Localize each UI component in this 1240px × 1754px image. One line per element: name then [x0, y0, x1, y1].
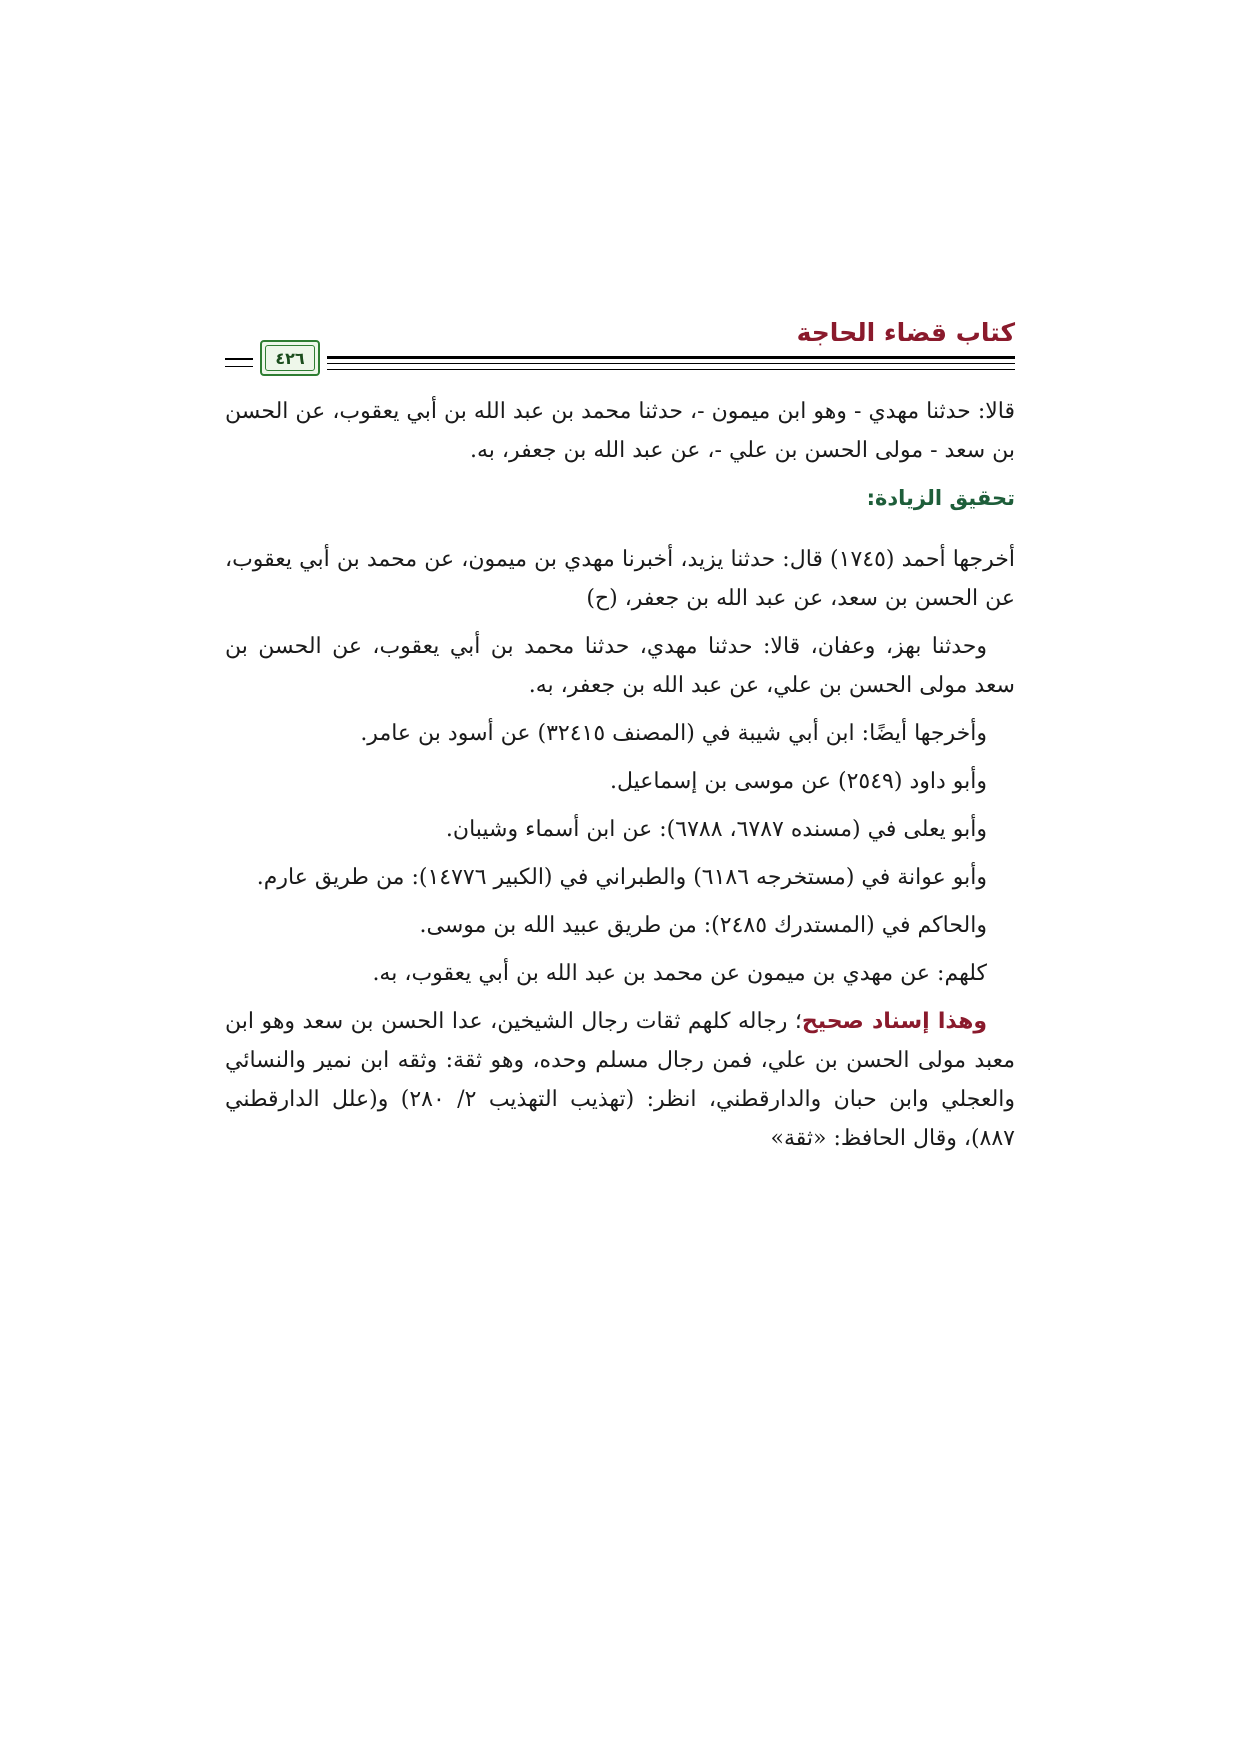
header-rule — [225, 366, 253, 367]
paragraph: أخرجها أحمد (١٧٤٥) قال: حدثنا يزيد، أخبرنا مهدي بن ميمون، عن محمد بن أبي يعقوب، عن الحسن بن سعد، عن عبد الله بن جعفر، (ح) — [225, 547, 1016, 611]
book-title: كتاب قضاء الحاجة — [796, 318, 1015, 347]
paragraph: كلهم: عن مهدي بن ميمون عن محمد بن عبد الله بن أبي يعقوب، به. — [372, 961, 987, 986]
paragraph-text: ؛ رجاله كلهم ثقات رجال الشيخين، عدا الحسن بن سعد وهو ابن معبد مولى الحسن بن علي، فمن رجال مسلم وحده، وهو ثقة: وثقه ابن نمير والنسائي والعجلي وابن حبان والدارقطني، انظر: (تهذيب التهذيب ٢/ ٢٨٠) و(علل الدارقطني ٨٨٧)، وقال الحافظ: «ثقة» — [225, 1009, 1016, 1151]
paragraph: قالا: حدثنا مهدي - وهو ابن ميمون -، حدثنا محمد بن عبد الله بن أبي يعقوب، عن الحسن بن سعد - مولى الحسن بن علي -، عن عبد الله بن جعفر، به. — [225, 399, 1015, 463]
paragraph: وحدثنا بهز، وعفان، قالا: حدثنا مهدي، حدثنا محمد بن أبي يعقوب، عن الحسن بن سعد مولى الحسن بن علي، عن عبد الله بن جعفر، به. — [225, 634, 1015, 698]
header-rule — [327, 369, 1015, 370]
paragraph: وأخرجها أيضًا: ابن أبي شيبة في (المصنف ٣٢٤١٥) عن أسود بن عامر. — [360, 721, 987, 746]
page-number: ٤٢٦ — [275, 348, 305, 368]
paragraph: والحاكم في (المستدرك ٢٤٨٥): من طريق عبيد الله بن موسى. — [419, 913, 987, 938]
header-rule — [327, 363, 1015, 364]
paragraph: وأبو يعلى في (مسنده ٦٧٨٧، ٦٧٨٨): عن ابن أسماء وشيبان. — [445, 817, 987, 842]
paragraph: وأبو عوانة في (مستخرجه ٦١٨٦) والطبراني في (الكبير ١٤٧٧٦): من طريق عارم. — [256, 865, 987, 890]
page-number-ornament — [260, 340, 320, 376]
emphasis-text: وهذا إسناد صحيح — [801, 1009, 987, 1034]
paragraph: وأبو داود (٢٥٤٩) عن موسى بن إسماعيل. — [610, 769, 987, 794]
header-rule — [327, 356, 1015, 359]
header-rule — [225, 358, 253, 360]
page-header — [225, 318, 1015, 382]
main-text — [225, 392, 1015, 1167]
section-heading: تحقيق الزيادة: — [866, 486, 1015, 510]
paragraph — [225, 1002, 1015, 1158]
